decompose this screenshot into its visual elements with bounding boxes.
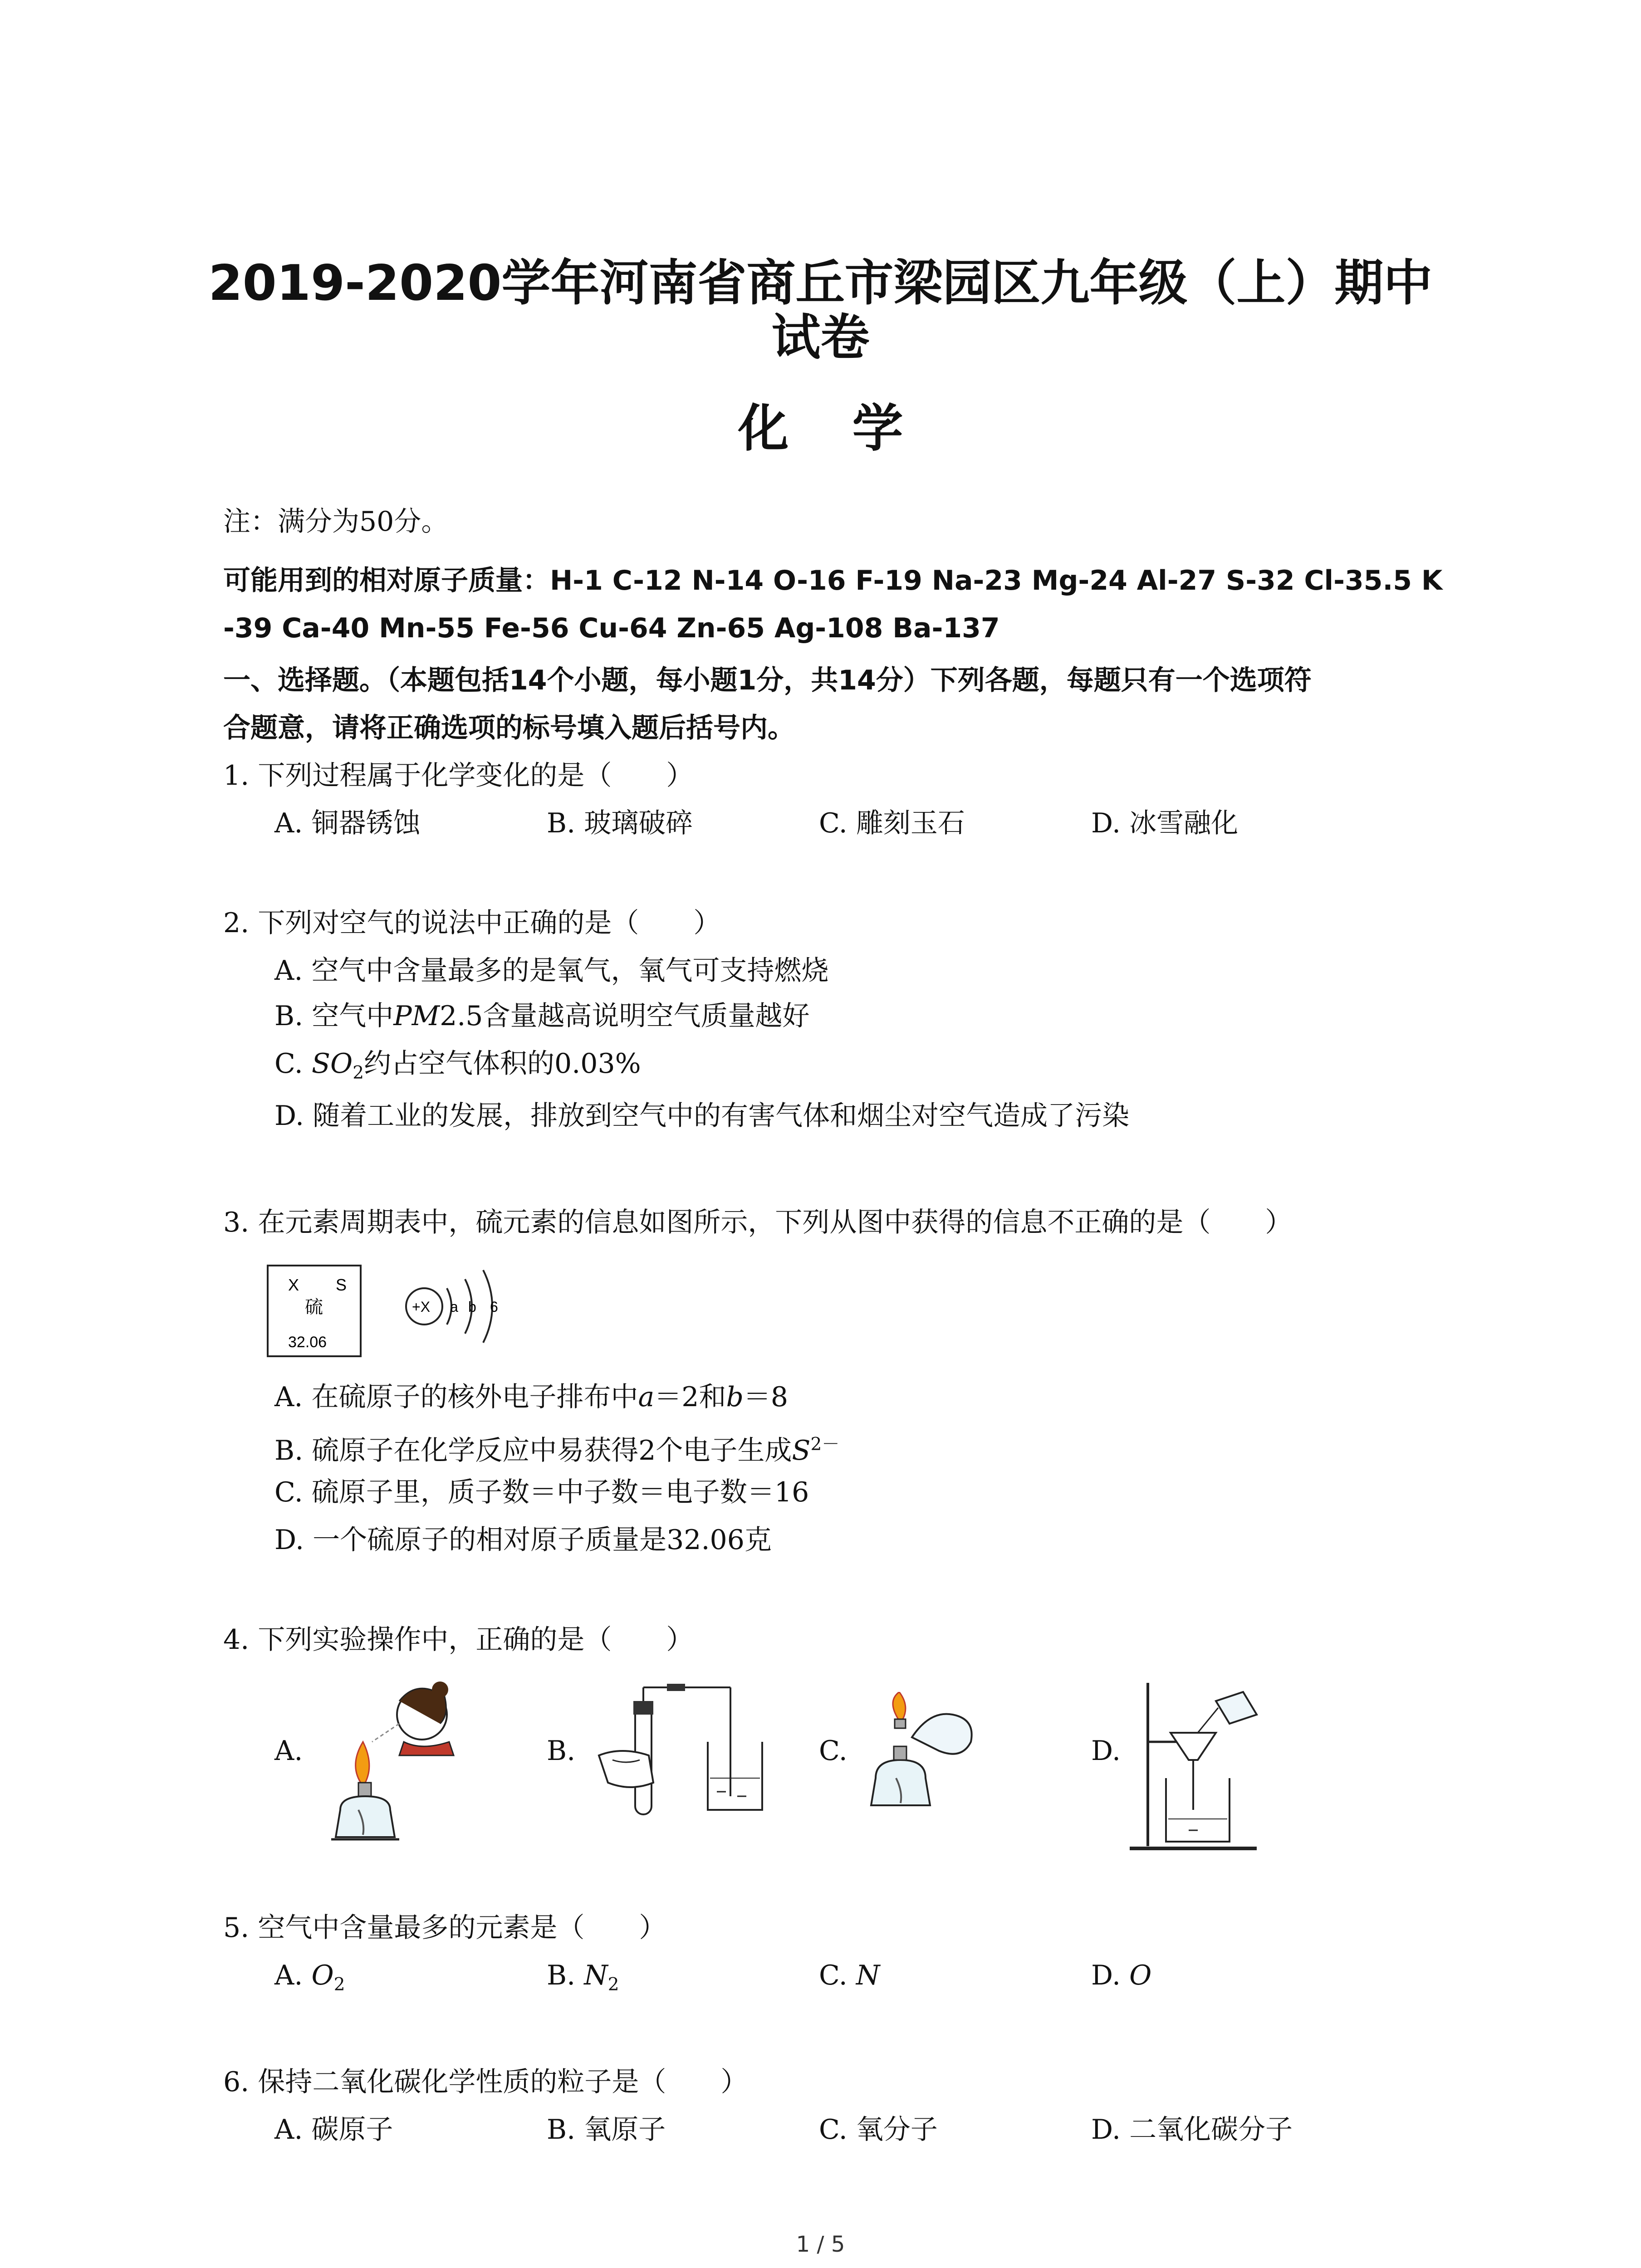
q4-figure-d-filtration [1125, 1674, 1270, 1855]
q5-option-d: D. O [1091, 1960, 1152, 1991]
q1-option-d: D. 冰雪融化 [1091, 807, 1239, 839]
shell-a-label: a [450, 1299, 458, 1315]
q6-option-c: C. 氧分子 [819, 2114, 938, 2146]
nucleus-charge: +X [412, 1299, 431, 1315]
question-3-stem: 3. 在元素周期表中，硫元素的信息如图所示，下列从图中获得的信息不正确的是（ ） [223, 1207, 1293, 1238]
q1-option-c: C. 雕刻玉石 [819, 807, 965, 839]
atomic-mass-line2: -39 Ca-40 Mn-55 Fe-56 Cu-64 Zn-65 Ag-108 Ba-137 [223, 612, 1000, 644]
q4-option-a-label: A. [274, 1735, 303, 1767]
q1-option-a: A. 铜器锈蚀 [274, 807, 421, 839]
question-6-stem: 6. 保持二氧化碳化学性质的粒子是（ ） [223, 2066, 748, 2098]
exam-title-line2: 试卷 [771, 309, 870, 366]
section1-instructions-line1: 一、选择题。（本题包括14个小题，每小题1分，共14分）下列各题，每题只有一个选项符 [223, 665, 1312, 696]
cell-symbol: S [336, 1276, 347, 1294]
cell-element-name: 硫 [305, 1297, 323, 1318]
q2-option-c: C. $SO_2$约占空气体积的0.03% [274, 1048, 641, 1083]
exam-title-line1: 2019-2020学年河南省商丘市梁园区九年级（上）期中 [208, 255, 1433, 312]
question-2-stem: 2. 下列对空气的说法中正确的是（ ） [223, 907, 721, 939]
q4-option-c-label: C. [819, 1735, 847, 1767]
q5-option-b: B. $N_2$ [547, 1960, 619, 1995]
question-5-stem: 5. 空气中含量最多的元素是（ ） [223, 1912, 666, 1944]
q5-option-c: C. N [819, 1960, 880, 1991]
q6-option-a: A. 碳原子 [274, 2114, 393, 2146]
q2-option-b: B. 空气中PM2.5含量越高说明空气质量越好 [274, 1000, 810, 1032]
question-4-stem: 4. 下列实验操作中，正确的是（ ） [223, 1624, 694, 1656]
q4-figure-a-blowing-lamp [313, 1674, 467, 1855]
score-note: 注：满分为50分。 [223, 506, 449, 538]
subject-title: 化学 [738, 399, 967, 458]
q6-option-d: D. 二氧化碳分子 [1091, 2114, 1293, 2146]
shell-b-label: b [468, 1299, 476, 1315]
q5-option-a: A. $O_2$ [274, 1960, 345, 1995]
q4-figure-b-airtightness-check [594, 1678, 785, 1823]
q3-option-c: C. 硫原子里，质子数＝中子数＝电子数＝16 [274, 1476, 809, 1508]
cell-atomic-mass: 32.06 [288, 1334, 327, 1351]
q4-option-b-label: B. [547, 1735, 576, 1767]
q4-option-d-label: D. [1091, 1735, 1121, 1767]
sulfur-element-figure [263, 1256, 517, 1365]
cell-atomic-number: X [288, 1276, 299, 1294]
q4-figure-c-lighting-lamp [862, 1692, 989, 1823]
q3-option-b: B. 硫原子在化学反应中易获得2个电子生成$S^{2-}$ [274, 1434, 840, 1466]
q1-option-b: B. 玻璃破碎 [547, 807, 693, 839]
question-1-stem: 1. 下列过程属于化学变化的是（ ） [223, 760, 694, 792]
q3-option-a: A. 在硫原子的核外电子排布中a＝2和b＝8 [274, 1381, 789, 1413]
q2-option-d: D. 随着工业的发展，排放到空气中的有害气体和烟尘对空气造成了污染 [274, 1100, 1130, 1132]
shell-c-label: 6 [490, 1299, 498, 1315]
atomic-mass-line1: 可能用到的相对原子质量：H-1 C-12 N-14 O-16 F-19 Na-23 Mg-24 Al-27 S-32 Cl-35.5 K [223, 565, 1443, 596]
q6-option-b: B. 氧原子 [547, 2114, 666, 2146]
q2-option-a: A. 空气中含量最多的是氧气，氧气可支持燃烧 [274, 955, 829, 987]
page-number: 1 / 5 [796, 2232, 845, 2257]
section1-instructions-line2: 合题意，请将正确选项的标号填入题后括号内。 [223, 712, 795, 744]
q3-option-d: D. 一个硫原子的相对原子质量是32.06克 [274, 1524, 772, 1556]
